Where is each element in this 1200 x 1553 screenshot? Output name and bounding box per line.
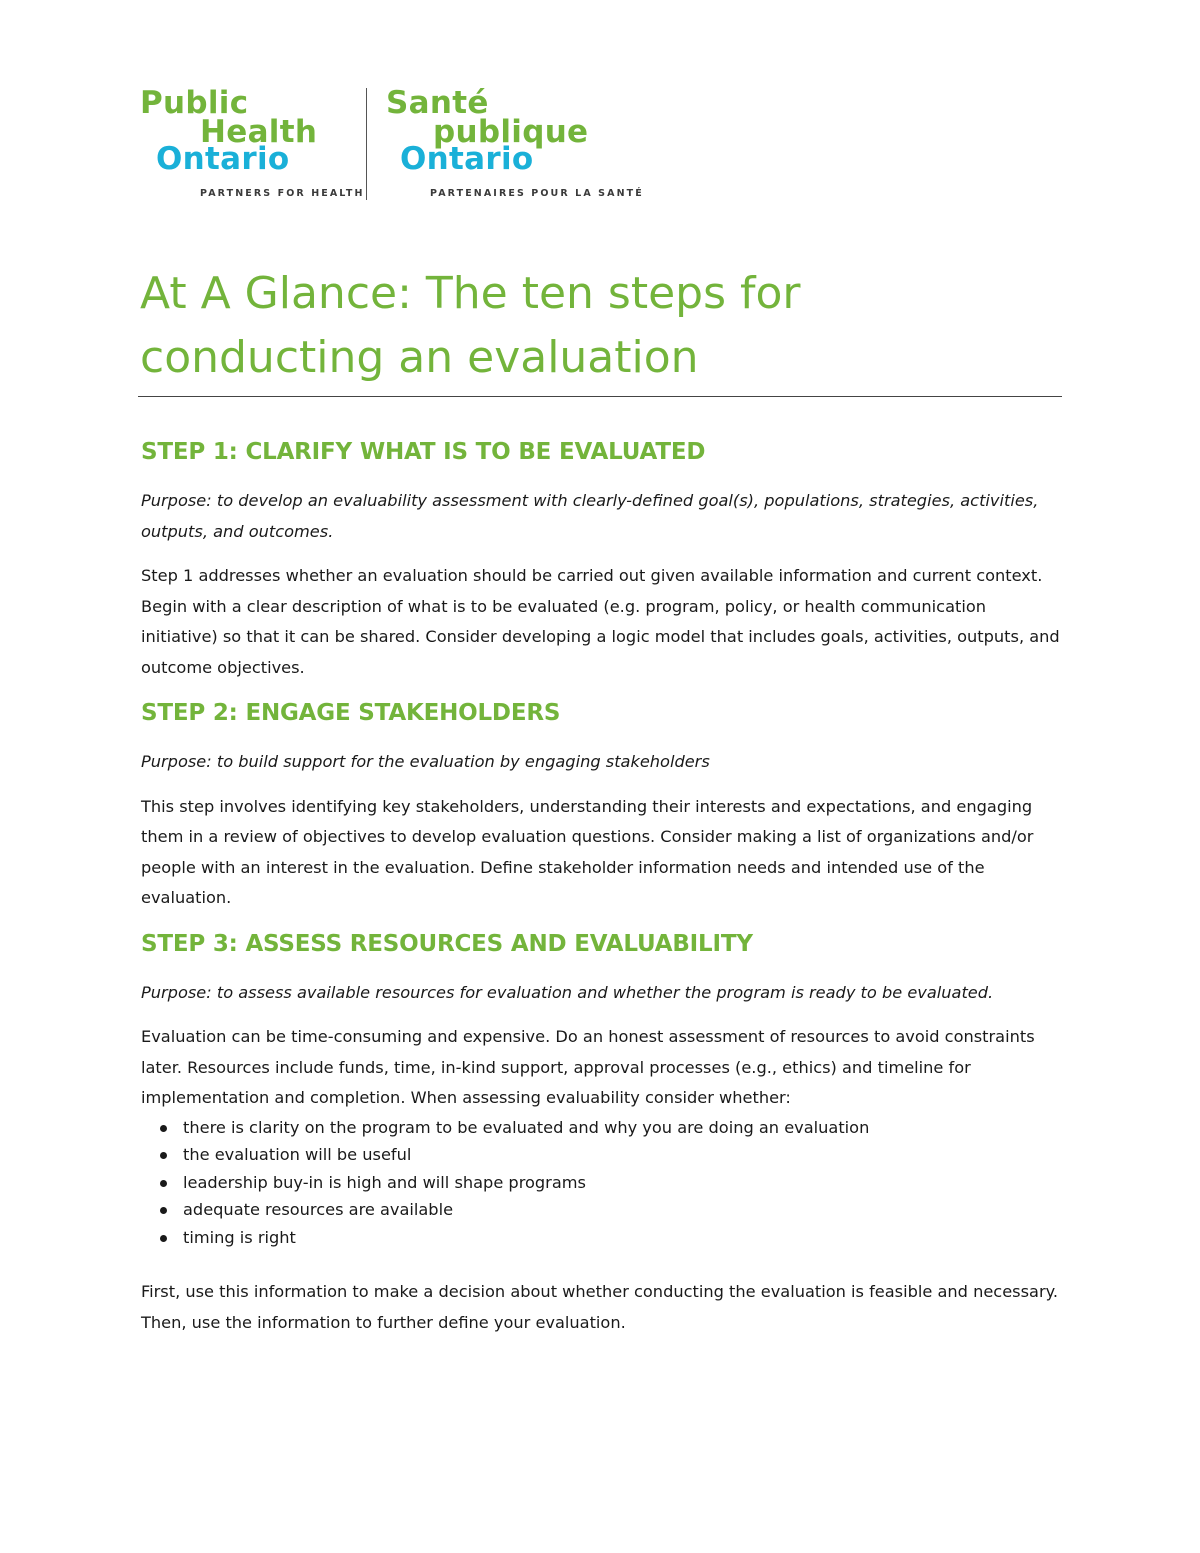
logo-french — [386, 85, 644, 202]
step-2-heading: STEP 2: ENGAGE STAKEHOLDERS — [141, 700, 561, 726]
public-health-ontario-logo — [140, 85, 644, 202]
list-item — [141, 1196, 1061, 1224]
list-item-text: timing is right — [183, 1227, 296, 1247]
step-3-paragraph: Evaluation can be time-consuming and expensive. Do an honest assessment of resources to avoid constraints later. Resources include funds, time, in-kind support, approval processes (e.g., ethics) and timeline for implementation and completion. When assessing evaluability consider whether: — [141, 1027, 1035, 1107]
step-3-heading: STEP 3: ASSESS RESOURCES AND EVALUABILITY — [141, 930, 753, 957]
step-2-paragraph: This step involves identifying key stakeholders, understanding their interests and expectations, and engaging them in a review of objectives to develop evaluation questions. Consider making a list of organizations and/or people with an interest in the evaluation. Define stakeholder information needs and intended use of the evaluation. — [141, 796, 1034, 907]
list-item — [141, 1224, 1061, 1252]
list-item — [141, 1169, 1061, 1197]
bullet-icon — [160, 1180, 167, 1187]
logo-en-tagline: PARTNERS FOR HEALTH — [200, 188, 365, 199]
logo-fr-word-sante: Santé — [386, 85, 489, 121]
step-1-heading: STEP 1: CLARIFY WHAT IS TO BE EVALUATED — [141, 439, 706, 465]
bullet-icon — [160, 1152, 167, 1159]
step-1-section — [141, 430, 1061, 683]
step-1-paragraph: Step 1 addresses whether an evaluation should be carried out given available information and current context. Begin with a clear description of what is to be evaluated (e.g. program, policy, or health communication initiative) so that it can be shared. Consider developing a logic model that includes goals, activities, outputs, and outcome objectives. — [141, 566, 1060, 677]
step-1-purpose: Purpose: to develop an evaluability assessment with clearly-defined goal(s), populations, strategies, activities, outputs, and outcomes. — [141, 491, 1039, 541]
list-item-text: the evaluation will be useful — [183, 1145, 412, 1164]
logo-fr-word-ontario: Ontario — [400, 141, 534, 177]
list-item — [141, 1141, 1061, 1169]
document-title — [140, 262, 1060, 390]
list-item — [141, 1114, 1061, 1142]
logo-en-word-ontario: Ontario — [156, 141, 290, 177]
bullet-icon — [160, 1125, 167, 1132]
logo-en-word-health: Health — [200, 114, 318, 150]
document-title-line-1: At A Glance: The ten steps for — [140, 268, 801, 319]
step-3-section — [141, 922, 1061, 1339]
bullet-icon — [160, 1235, 167, 1242]
list-item-text: leadership buy-in is high and will shape programs — [183, 1172, 586, 1192]
bullet-icon — [160, 1207, 167, 1214]
step-2-purpose: Purpose: to build support for the evaluation by engaging stakeholders — [141, 752, 710, 771]
step-3-criteria-list — [141, 1114, 1061, 1252]
step-3-closing-paragraph: First, use this information to make a decision about whether conducting the evaluation is feasible and necessary. Then, use the information to further define your evaluation. — [141, 1282, 1059, 1332]
logo-en-word-public: Public — [140, 85, 249, 121]
logo-english — [140, 85, 365, 202]
logo-fr-tagline: PARTENAIRES POUR LA SANTÉ — [430, 188, 644, 199]
step-3-purpose: Purpose: to assess available resources for evaluation and whether the program is ready to be evaluated. — [141, 982, 994, 1002]
logo-divider — [366, 88, 367, 200]
list-item-text: there is clarity on the program to be evaluated and why you are doing an evaluation — [183, 1117, 870, 1137]
logo-fr-word-publique: publique — [433, 114, 589, 150]
list-item-text: adequate resources are available — [183, 1200, 454, 1219]
title-underline — [138, 396, 1062, 397]
step-2-section — [141, 691, 1061, 914]
document-title-line-2: conducting an evaluation — [140, 332, 699, 383]
document-body — [141, 430, 1061, 1338]
